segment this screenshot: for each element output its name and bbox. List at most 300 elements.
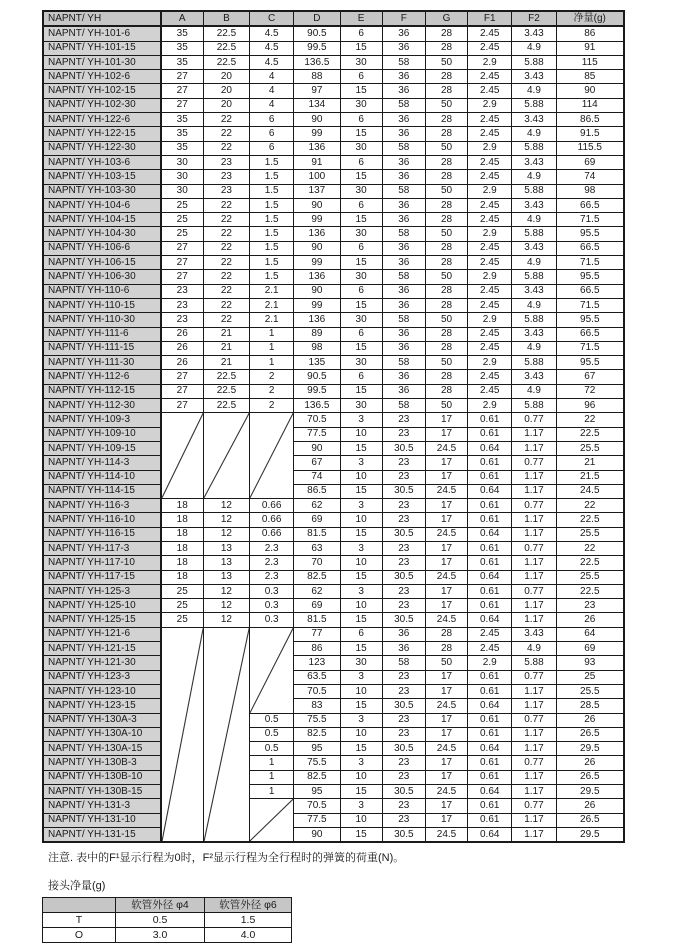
table-row: [43, 356, 624, 370]
value-cell: 63: [294, 541, 340, 555]
value-cell: 50: [425, 270, 467, 284]
value-cell: 2.45: [468, 341, 512, 355]
column-header-g: G: [425, 11, 467, 26]
value-cell: 82.5: [294, 770, 340, 784]
value-cell: 66.5: [556, 198, 624, 212]
value-cell: 2.9: [468, 313, 512, 327]
value-cell: 4.5: [250, 41, 294, 55]
value-cell: 4: [250, 70, 294, 84]
value-cell: 25.5: [556, 527, 624, 541]
value-cell: 0.66: [250, 527, 294, 541]
table-row: [43, 84, 624, 98]
value-cell: 18: [161, 499, 204, 513]
value-cell: 86.5: [556, 113, 624, 127]
model-name-cell: NAPNT/ YH-106-15: [43, 256, 161, 270]
model-name-cell: NAPNT/ YH-131-15: [43, 827, 161, 842]
value-cell: 1.17: [512, 527, 556, 541]
table-row: [43, 670, 624, 684]
table-row: [43, 599, 624, 613]
value-cell: 0.66: [250, 499, 294, 513]
value-cell: 136: [294, 227, 340, 241]
value-cell: 17: [425, 413, 467, 427]
value-cell: 86: [294, 642, 340, 656]
value-cell: 30.5: [382, 785, 425, 799]
value-cell: 23: [382, 556, 425, 570]
table-row: [43, 484, 624, 498]
value-cell: 13: [203, 541, 249, 555]
value-cell: 15: [340, 341, 382, 355]
model-name-cell: NAPNT/ YH-106-30: [43, 270, 161, 284]
value-cell: 15: [340, 742, 382, 756]
value-cell: 5.88: [512, 656, 556, 670]
model-name-cell: NAPNT/ YH-121-15: [43, 642, 161, 656]
value-cell: 15: [340, 298, 382, 312]
value-cell: 50: [425, 399, 467, 413]
model-name-cell: NAPNT/ YH-101-15: [43, 41, 161, 55]
value-cell: 97: [294, 84, 340, 98]
value-cell: 95.5: [556, 270, 624, 284]
value-cell: 24.5: [425, 484, 467, 498]
value-cell: 2.9: [468, 270, 512, 284]
value-cell: 81.5: [294, 527, 340, 541]
value-cell: 27: [161, 256, 204, 270]
model-name-cell: NAPNT/ YH-116-3: [43, 499, 161, 513]
value-cell: 12: [203, 599, 249, 613]
value-cell: 4.9: [512, 298, 556, 312]
value-cell: 64: [556, 627, 624, 641]
not-applicable-cell: [203, 413, 249, 499]
value-cell: 17: [425, 756, 467, 770]
value-cell: 58: [382, 98, 425, 112]
table-row: [43, 742, 624, 756]
value-cell: 27: [161, 270, 204, 284]
value-cell: 23: [382, 713, 425, 727]
value-cell: 50: [425, 656, 467, 670]
value-cell: 99: [294, 256, 340, 270]
table-row: [43, 70, 624, 84]
value-cell: 95.5: [556, 227, 624, 241]
value-cell: 2.45: [468, 84, 512, 98]
value-cell: 30: [340, 141, 382, 155]
model-name-cell: NAPNT/ YH-123-10: [43, 684, 161, 698]
value-cell: 26: [161, 341, 204, 355]
value-cell: 4.9: [512, 84, 556, 98]
value-cell: 27: [161, 370, 204, 384]
value-cell: 0.61: [468, 499, 512, 513]
value-cell: 1: [250, 756, 294, 770]
fitting-table-header: [43, 898, 292, 913]
model-name-cell: NAPNT/ YH-121-6: [43, 627, 161, 641]
value-cell: 89: [294, 327, 340, 341]
value-cell: 3.43: [512, 26, 556, 41]
value-cell: 99: [294, 213, 340, 227]
value-cell: 67: [294, 456, 340, 470]
value-cell: 4.5: [250, 26, 294, 41]
value-cell: 0.3: [250, 584, 294, 598]
value-cell: 0.64: [468, 527, 512, 541]
table-row: [43, 656, 624, 670]
value-cell: 0.77: [512, 541, 556, 555]
value-cell: 4.9: [512, 170, 556, 184]
value-cell: 69: [294, 599, 340, 613]
table-row: [43, 813, 624, 827]
value-cell: 0.61: [468, 427, 512, 441]
model-name-cell: NAPNT/ YH-111-15: [43, 341, 161, 355]
value-cell: 4: [250, 84, 294, 98]
value-cell: 58: [382, 141, 425, 155]
value-cell: 36: [382, 256, 425, 270]
diagonal-strike-icon: [250, 799, 293, 841]
fitting-value-cell: 4.0: [205, 928, 292, 943]
value-cell: 95.5: [556, 356, 624, 370]
value-cell: 1.5: [250, 241, 294, 255]
model-name-cell: NAPNT/ YH-130B-15: [43, 785, 161, 799]
value-cell: 23: [161, 313, 204, 327]
value-cell: 2.3: [250, 541, 294, 555]
value-cell: 24.5: [425, 613, 467, 627]
value-cell: 99.5: [294, 41, 340, 55]
value-cell: 23: [382, 541, 425, 555]
value-cell: 136: [294, 270, 340, 284]
value-cell: 28.5: [556, 699, 624, 713]
value-cell: 3: [340, 413, 382, 427]
column-header-f2: F2: [512, 11, 556, 26]
model-name-cell: NAPNT/ YH-121-30: [43, 656, 161, 670]
diagonal-strike-icon: [204, 628, 249, 841]
value-cell: 28: [425, 198, 467, 212]
value-cell: 58: [382, 270, 425, 284]
value-cell: 12: [203, 584, 249, 598]
value-cell: 23: [203, 170, 249, 184]
value-cell: 90: [294, 441, 340, 455]
value-cell: 96: [556, 399, 624, 413]
value-cell: 1.17: [512, 556, 556, 570]
value-cell: 2.45: [468, 256, 512, 270]
value-cell: 0.64: [468, 613, 512, 627]
table-row: [43, 227, 624, 241]
value-cell: 0.64: [468, 484, 512, 498]
value-cell: 25: [161, 227, 204, 241]
value-cell: 6: [340, 26, 382, 41]
value-cell: 36: [382, 241, 425, 255]
value-cell: 4.5: [250, 55, 294, 69]
model-name-cell: NAPNT/ YH-123-3: [43, 670, 161, 684]
value-cell: 4.9: [512, 41, 556, 55]
model-name-cell: NAPNT/ YH-131-3: [43, 799, 161, 813]
value-cell: 90: [294, 113, 340, 127]
value-cell: 3.43: [512, 370, 556, 384]
table-row: [43, 427, 624, 441]
not-applicable-cell: [250, 627, 294, 713]
value-cell: 2.45: [468, 41, 512, 55]
value-cell: 26.5: [556, 770, 624, 784]
value-cell: 28: [425, 327, 467, 341]
value-cell: 28: [425, 256, 467, 270]
fitting-value-cell: 3.0: [116, 928, 205, 943]
value-cell: 99: [294, 127, 340, 141]
value-cell: 26: [161, 356, 204, 370]
value-cell: 3.43: [512, 70, 556, 84]
value-cell: 77.5: [294, 427, 340, 441]
value-cell: 4.9: [512, 642, 556, 656]
value-cell: 2.45: [468, 70, 512, 84]
value-cell: 24.5: [425, 785, 467, 799]
value-cell: 0.66: [250, 513, 294, 527]
model-name-cell: NAPNT/ YH-114-3: [43, 456, 161, 470]
value-cell: 15: [340, 484, 382, 498]
value-cell: 2.9: [468, 399, 512, 413]
model-name-cell: NAPNT/ YH-103-6: [43, 155, 161, 169]
model-name-cell: NAPNT/ YH-110-15: [43, 298, 161, 312]
value-cell: 24.5: [425, 441, 467, 455]
table-row: [43, 413, 624, 427]
value-cell: 17: [425, 713, 467, 727]
value-cell: 27: [161, 399, 204, 413]
value-cell: 5.88: [512, 98, 556, 112]
value-cell: 15: [340, 256, 382, 270]
value-cell: 21: [556, 456, 624, 470]
value-cell: 50: [425, 141, 467, 155]
value-cell: 0.61: [468, 470, 512, 484]
value-cell: 0.77: [512, 670, 556, 684]
value-cell: 22.5: [203, 384, 249, 398]
value-cell: 28: [425, 213, 467, 227]
model-name-cell: NAPNT/ YH-103-30: [43, 184, 161, 198]
value-cell: 0.5: [250, 727, 294, 741]
value-cell: 2.45: [468, 170, 512, 184]
value-cell: 28: [425, 170, 467, 184]
value-cell: 1.17: [512, 827, 556, 842]
value-cell: 98: [294, 341, 340, 355]
value-cell: 115.5: [556, 141, 624, 155]
value-cell: 17: [425, 456, 467, 470]
value-cell: 66.5: [556, 241, 624, 255]
value-cell: 21: [203, 327, 249, 341]
value-cell: 36: [382, 642, 425, 656]
value-cell: 1.5: [250, 213, 294, 227]
value-cell: 30: [340, 656, 382, 670]
value-cell: 71.5: [556, 298, 624, 312]
value-cell: 0.64: [468, 441, 512, 455]
value-cell: 22: [203, 241, 249, 255]
value-cell: 90: [294, 284, 340, 298]
value-cell: 23: [382, 684, 425, 698]
model-name-cell: NAPNT/ YH-109-10: [43, 427, 161, 441]
spec-table: [42, 10, 625, 843]
value-cell: 10: [340, 684, 382, 698]
model-name-cell: NAPNT/ YH-130A-15: [43, 742, 161, 756]
value-cell: 71.5: [556, 213, 624, 227]
value-cell: 18: [161, 556, 204, 570]
table-row: [43, 584, 624, 598]
value-cell: 23: [382, 513, 425, 527]
value-cell: 50: [425, 227, 467, 241]
table-row: [43, 727, 624, 741]
value-cell: 30: [161, 170, 204, 184]
value-cell: 95.5: [556, 313, 624, 327]
value-cell: 58: [382, 356, 425, 370]
value-cell: 90.5: [294, 26, 340, 41]
value-cell: 15: [340, 527, 382, 541]
value-cell: 0.64: [468, 785, 512, 799]
value-cell: 77: [294, 627, 340, 641]
value-cell: 58: [382, 313, 425, 327]
value-cell: 30.5: [382, 827, 425, 842]
value-cell: 22.5: [203, 55, 249, 69]
diagonal-strike-icon: [204, 413, 249, 498]
value-cell: 15: [340, 213, 382, 227]
value-cell: 0.3: [250, 599, 294, 613]
value-cell: 36: [382, 213, 425, 227]
table-row: [43, 198, 624, 212]
value-cell: 23: [382, 727, 425, 741]
value-cell: 86.5: [294, 484, 340, 498]
value-cell: 2.3: [250, 570, 294, 584]
value-cell: 24.5: [425, 527, 467, 541]
value-cell: 36: [382, 70, 425, 84]
value-cell: 1.17: [512, 613, 556, 627]
value-cell: 2: [250, 399, 294, 413]
value-cell: 27: [161, 70, 204, 84]
value-cell: 22: [203, 213, 249, 227]
model-name-cell: NAPNT/ YH-117-3: [43, 541, 161, 555]
value-cell: 82.5: [294, 727, 340, 741]
value-cell: 2.45: [468, 198, 512, 212]
value-cell: 23: [382, 670, 425, 684]
value-cell: 2.9: [468, 656, 512, 670]
value-cell: 30.5: [382, 699, 425, 713]
value-cell: 30.5: [382, 441, 425, 455]
value-cell: 26: [556, 799, 624, 813]
value-cell: 0.61: [468, 770, 512, 784]
value-cell: 30: [340, 270, 382, 284]
value-cell: 25: [161, 213, 204, 227]
value-cell: 0.64: [468, 570, 512, 584]
table-row: [43, 213, 624, 227]
value-cell: 23: [382, 456, 425, 470]
value-cell: 17: [425, 670, 467, 684]
value-cell: 58: [382, 656, 425, 670]
value-cell: 4.9: [512, 384, 556, 398]
value-cell: 23: [382, 413, 425, 427]
value-cell: 10: [340, 770, 382, 784]
value-cell: 22: [556, 541, 624, 555]
model-name-cell: NAPNT/ YH-131-10: [43, 813, 161, 827]
value-cell: 23: [382, 799, 425, 813]
value-cell: 21: [203, 341, 249, 355]
value-cell: 30.5: [382, 613, 425, 627]
value-cell: 71.5: [556, 256, 624, 270]
column-header-d: D: [294, 11, 340, 26]
value-cell: 20: [203, 70, 249, 84]
value-cell: 1.17: [512, 727, 556, 741]
value-cell: 2.45: [468, 642, 512, 656]
value-cell: 26: [556, 713, 624, 727]
value-cell: 10: [340, 427, 382, 441]
value-cell: 35: [161, 41, 204, 55]
value-cell: 2.3: [250, 556, 294, 570]
value-cell: 4.9: [512, 127, 556, 141]
value-cell: 0.61: [468, 599, 512, 613]
model-name-cell: NAPNT/ YH-104-30: [43, 227, 161, 241]
value-cell: 17: [425, 584, 467, 598]
model-name-cell: NAPNT/ YH-109-3: [43, 413, 161, 427]
value-cell: 28: [425, 127, 467, 141]
value-cell: 36: [382, 26, 425, 41]
value-cell: 4.9: [512, 213, 556, 227]
value-cell: 0.61: [468, 813, 512, 827]
table-row: [43, 799, 624, 813]
value-cell: 23: [382, 499, 425, 513]
value-cell: 1.17: [512, 770, 556, 784]
model-name-cell: NAPNT/ YH-125-10: [43, 599, 161, 613]
fitting-column-header-2: 软管外径 φ6: [205, 898, 292, 913]
table-row: [43, 399, 624, 413]
model-name-cell: NAPNT/ YH-103-15: [43, 170, 161, 184]
model-name-cell: NAPNT/ YH-111-30: [43, 356, 161, 370]
value-cell: 25.5: [556, 570, 624, 584]
value-cell: 25: [161, 584, 204, 598]
value-cell: 58: [382, 227, 425, 241]
table-row: [43, 499, 624, 513]
value-cell: 99.5: [294, 384, 340, 398]
table-row: [43, 384, 624, 398]
value-cell: 100: [294, 170, 340, 184]
model-name-cell: NAPNT/ YH-122-6: [43, 113, 161, 127]
value-cell: 70.5: [294, 684, 340, 698]
header-row: [43, 11, 624, 26]
value-cell: 0.77: [512, 756, 556, 770]
model-name-cell: NAPNT/ YH-122-30: [43, 141, 161, 155]
table-row: [43, 470, 624, 484]
value-cell: 23: [382, 599, 425, 613]
value-cell: 35: [161, 127, 204, 141]
value-cell: 2.9: [468, 184, 512, 198]
value-cell: 2.9: [468, 356, 512, 370]
value-cell: 50: [425, 98, 467, 112]
model-name-cell: NAPNT/ YH-116-10: [43, 513, 161, 527]
table-row: [43, 556, 624, 570]
model-name-cell: NAPNT/ YH-122-15: [43, 127, 161, 141]
column-header-g: 净量(g): [556, 11, 624, 26]
value-cell: 28: [425, 84, 467, 98]
table-row: [43, 327, 624, 341]
value-cell: 5.88: [512, 356, 556, 370]
value-cell: 2.1: [250, 313, 294, 327]
value-cell: 1: [250, 341, 294, 355]
fitting-table-body: [43, 913, 292, 943]
fitting-table-row: [43, 913, 292, 928]
value-cell: 69: [556, 642, 624, 656]
value-cell: 27: [161, 98, 204, 112]
model-name-cell: NAPNT/ YH-112-30: [43, 399, 161, 413]
value-cell: 15: [340, 785, 382, 799]
value-cell: 28: [425, 70, 467, 84]
value-cell: 0.64: [468, 827, 512, 842]
spec-table-header: [43, 11, 624, 26]
value-cell: 90: [294, 198, 340, 212]
value-cell: 90: [294, 241, 340, 255]
value-cell: 22: [203, 298, 249, 312]
value-cell: 15: [340, 127, 382, 141]
value-cell: 10: [340, 556, 382, 570]
value-cell: 35: [161, 141, 204, 155]
value-cell: 10: [340, 513, 382, 527]
value-cell: 15: [340, 384, 382, 398]
value-cell: 30: [340, 227, 382, 241]
value-cell: 3: [340, 713, 382, 727]
value-cell: 0.61: [468, 756, 512, 770]
